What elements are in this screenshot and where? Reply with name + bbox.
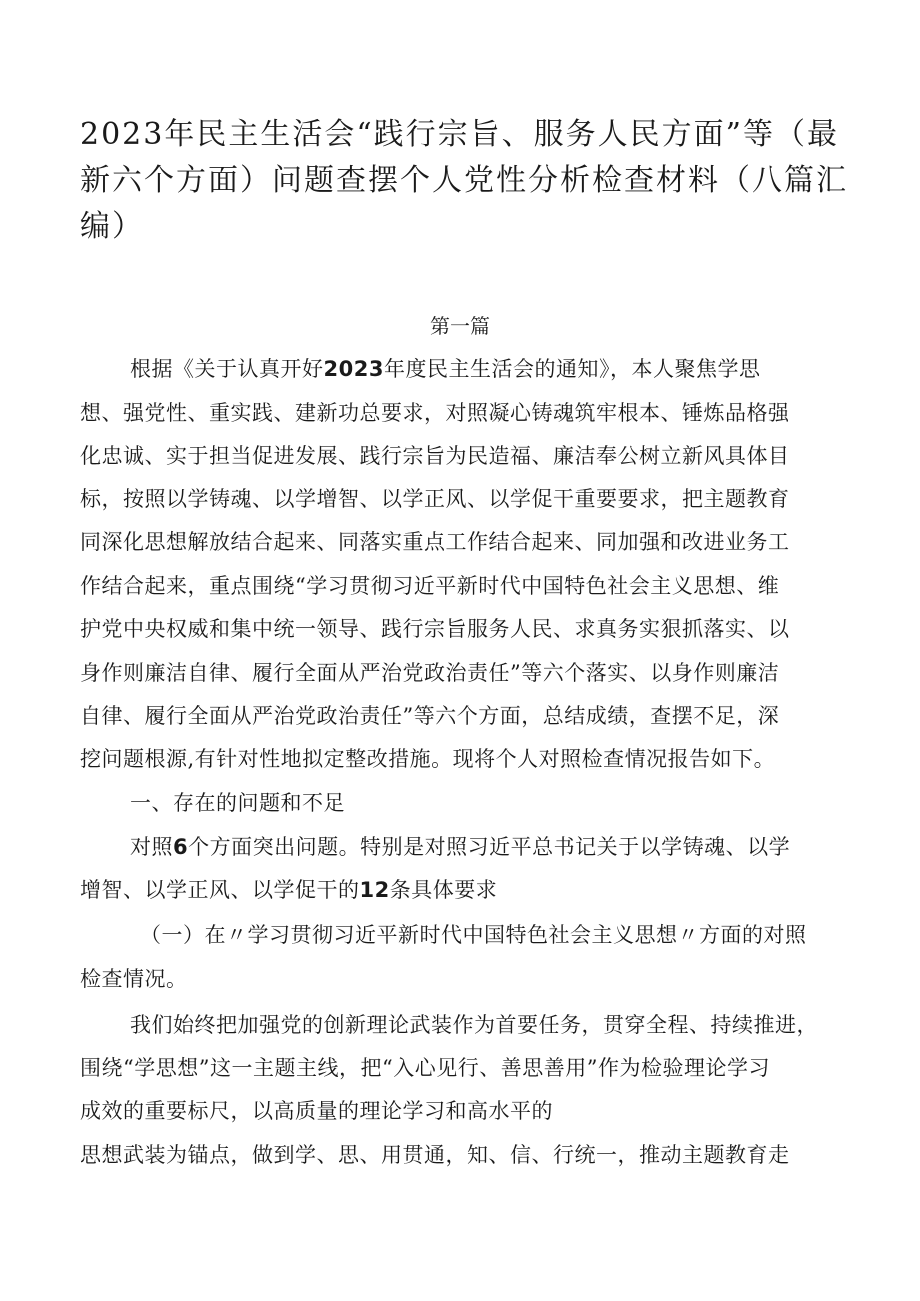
paragraph-line: 护党中央权威和集中统一领导、践行宗旨服务人民、求真务实狠抓落实、以 bbox=[80, 617, 790, 641]
paragraph-line: 想、强党性、重实践、建新功总要求，对照凝心铸魂筑牢根本、锤炼品格强 bbox=[80, 401, 790, 425]
count-number: 6 bbox=[173, 835, 189, 859]
paragraph-line bbox=[130, 832, 850, 862]
paragraph-line: 标，按照以学铸魂、以学增智、以学正风、以学促干重要要求，把主题教育 bbox=[80, 487, 790, 511]
text-run: 增智、以学正风、以学促干的 bbox=[80, 878, 360, 902]
text-run: 个方面突出问题。特别是对照习近平总书记关于以学铸魂、以学 bbox=[188, 835, 791, 859]
text-run: 条具体要求 bbox=[389, 878, 498, 902]
text-run: 年度民主生活会的通知》，本人聚焦学思 bbox=[383, 357, 761, 381]
subsection-heading: （一）在〃学习贯彻习近平新时代中国特色社会主义思想〃方面的对照 bbox=[140, 923, 807, 947]
document-title: 2023年民主生活会“践行宗旨、服务人民方面”等（最新六个方面）问题查摆个人党性分析检查材料（八篇汇编） bbox=[80, 117, 848, 244]
paragraph-line: 围绕“学思想”这一主题主线，把“入心见行、善思善用”作为检验理论学习 bbox=[80, 1056, 770, 1080]
paragraph-line bbox=[130, 354, 830, 384]
paragraph-line: 身作则廉洁自律、履行全面从严治党政治责任”等六个落实、以身作则廉洁 bbox=[80, 661, 780, 685]
paragraph-line: 检查情况。 bbox=[80, 967, 188, 991]
year-number: 2023 bbox=[323, 357, 384, 381]
section-heading-1: 一、存在的问题和不足 bbox=[130, 791, 345, 815]
text-run: 根据《关于认真开好 bbox=[130, 357, 324, 381]
paragraph-line: 化忠诚、实于担当促进发展、践行宗旨为民造福、廉洁奉公树立新风具体目 bbox=[80, 444, 790, 468]
paragraph-line: 思想武装为锚点，做到学、思、用贯通，知、信、行统一，推动主题教育走 bbox=[80, 1143, 790, 1167]
section-heading: 第一篇 bbox=[430, 314, 490, 338]
count-number: 12 bbox=[359, 878, 390, 902]
paragraph-line: 挖问题根源,有针对性地拟定整改措施。现将个人对照检查情况报告如下。 bbox=[80, 747, 776, 771]
paragraph-line: 成效的重要标尺，以高质量的理论学习和高水平的 bbox=[80, 1099, 553, 1123]
paragraph-line: 我们始终把加强党的创新理论武装作为首要任务，贯穿全程、持续推进， bbox=[130, 1013, 818, 1037]
paragraph-line: 作结合起来，重点围绕“学习贯彻习近平新时代中国特色社会主义思想、维 bbox=[80, 574, 780, 598]
paragraph-line: 同深化思想解放结合起来、同落实重点工作结合起来、同加强和改进业务工 bbox=[80, 530, 790, 554]
text-run: 对照 bbox=[130, 835, 173, 859]
paragraph-line bbox=[80, 875, 860, 905]
paragraph-line: 自律、履行全面从严治党政治责任”等六个方面，总结成绩，查摆不足，深 bbox=[80, 704, 780, 728]
